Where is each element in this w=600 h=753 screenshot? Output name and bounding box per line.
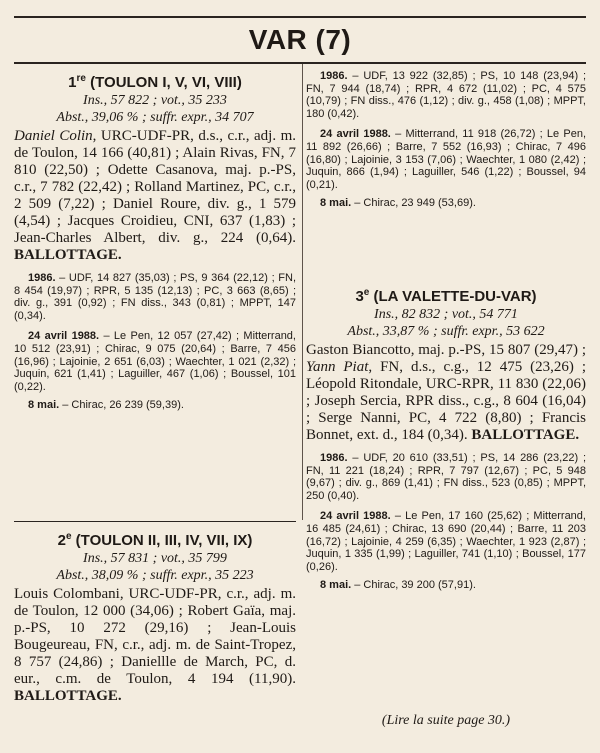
circonscription-2 [14, 524, 296, 705]
circ3-heading: 3e (LA VALETTE-DU-VAR) [355, 287, 537, 305]
continued-note: (Lire la suite page 30.) [381, 713, 511, 728]
circ1-heading: 1re (TOULON I, V, VI, VIII) [68, 73, 242, 91]
title-rule [14, 62, 586, 64]
circ3-history-1986: 1986. – UDF, 20 610 (33,51) ; PS, 14 286 (23,22) ; FN, 11 221 (18,24) ; RPR, 7 797 (12,67) ; PC, 5 948 (9,67) ; div. g., 869 (1,41) ; FN diss., 523 (0,85) ; MPPT, 250 (0,40). [306, 452, 586, 502]
column-divider [302, 64, 303, 520]
circ1-history-mai: 8 mai. – Chirac, 26 239 (59,39). [28, 399, 184, 412]
page-title: VAR (7) [248, 24, 352, 55]
circ3-candidates: Gaston Biancotto, maj. p.-PS, 15 807 (29,47) ; Yann Piat, FN, d.s., c.g., 12 475 (23,26) ; Léopold Ritondale, URC-RPR, 11 830 (22,06) ; Joseph Sercia, RPR diss., c.g., 8 604 (16,04) ; Serge Nanni, PC, 4 722 (8,80) ; Francis Bonnet, ext. d., 184 (0,34). BALLOTTAGE. [306, 342, 587, 443]
circ3-inscrits: Ins., 82 832 ; vot., 54 771 [374, 307, 518, 322]
circonscription-3 [306, 280, 586, 592]
circ2-history-1988: 24 avril 1988. – Mitterrand, 11 918 (26,72) ; Le Pen, 11 892 (26,66) ; Barre, 7 552 (16,93) ; Chirac, 7 496 (16,80) ; Lajoinie, 3 153 (7,06) ; Waechter, 1 080 (2,42) ; Juquin, 866 (1,94) ; Laguiller, 546 (1,22) ; Boussel, 94 (0,21). [306, 128, 586, 191]
circ1-result: BALLOTTAGE. [14, 247, 122, 263]
circ1-candidates: Daniel Colin, URC-UDF-PR, d.s., c.r., adj. m. de Toulon, 14 166 (40,81) ; Alain Rivas, FN, 7 810 (22,50) ; Odette Casanova, maj. p.-PS, c.r., 7 782 (22,42) ; Rolland Martinez, PC, c.r., 2 509 (7,22) ; Daniel Roure, div. g., 1 579 (4,54) ; Jacques Croidieu, CNI, 637 (1,83) ; Jean-Charles Albert, div. g., 224 (0,64). BALLOTTAGE. [14, 128, 297, 263]
circ2-inscrits: Ins., 57 831 ; vot., 35 799 [83, 551, 227, 566]
circ2-history-1986: 1986. – UDF, 13 922 (32,85) ; PS, 10 148 (23,94) ; FN, 7 944 (18,74) ; RPR, 4 672 (11,02) ; PC, 4 575 (10,79) ; FN diss., 476 (1,12) ; div. g., 458 (1,08) ; MPPT, 180 (0,42). [306, 70, 586, 120]
circ3-abstention: Abst., 33,87 % ; suffr. expr., 53 622 [347, 324, 545, 339]
circ3-result: BALLOTTAGE. [471, 427, 580, 443]
circ2-candidates: Louis Colombani, URC-UDF-PR, c.r., adj. m. de Toulon, 12 000 (34,06) ; Robert Gaïa, maj. p.-PS, 10 272 (29,16) ; Jean-Louis Bougeureau, FN, c.r., adj. m. de Saint-Tropez, 8 757 (24,86) ; Daniellle de March, PC, d. eur., c.m. de Toulon, 4 194 (11,90). BALLOTTAGE. [14, 586, 296, 704]
circ2-heading: 2e (TOULON II, III, IV, VII, IX) [57, 531, 253, 549]
circ2-result: BALLOTTAGE. [14, 688, 122, 704]
section-rule [14, 521, 296, 522]
circ2-history [306, 66, 586, 210]
circ1-abstention: Abst., 39,06 % ; suffr. expr., 34 707 [56, 110, 254, 125]
circ1-inscrits: Ins., 57 822 ; vot., 35 233 [83, 93, 227, 108]
circ2-abstention: Abst., 38,09 % ; suffr. expr., 35 223 [56, 568, 254, 583]
top-rule [14, 16, 586, 18]
circ3-history-1988: 24 avril 1988. – Le Pen, 17 160 (25,62) ; Mitterrand, 16 485 (24,61) ; Chirac, 13 690 (20,44) ; Barre, 11 203 (16,72) ; Lajoinie, 4 259 (6,35) ; Waechter, 1 923 (2,87) ; Juquin, 1 335 (1,99) ; Laguiller, 741 (1,10) ; Boussel, 177 (0,26). [306, 510, 586, 573]
circ1-history-1986: 1986. – UDF, 14 827 (35,03) ; PS, 9 364 (22,12) ; FN, 8 454 (19,97) ; RPR, 5 135 (12,13) ; PC, 3 663 (8,65) ; div. g., 391 (0,92) ; FN diss., 343 (0,81) ; MPPT, 147 (0,34). [14, 272, 296, 322]
circ1-history-1988: 24 avril 1988. – Le Pen, 12 057 (27,42) ; Mitterrand, 10 512 (23,91) ; Chirac, 9 075 (20,64) ; Barre, 7 456 (16,96) ; Lajoinie, 2 651 (6,03) ; Waechter, 1 021 (2,32) ; Juquin, 621 (1,41) ; Laguiller, 467 (1,06) ; Boussel, 101 (0,22). [14, 330, 296, 393]
circ2-history-mai: 8 mai. – Chirac, 23 949 (53,69). [320, 197, 476, 210]
circonscription-1 [14, 66, 296, 412]
circ3-history-mai: 8 mai. – Chirac, 39 200 (57,91). [320, 579, 476, 592]
